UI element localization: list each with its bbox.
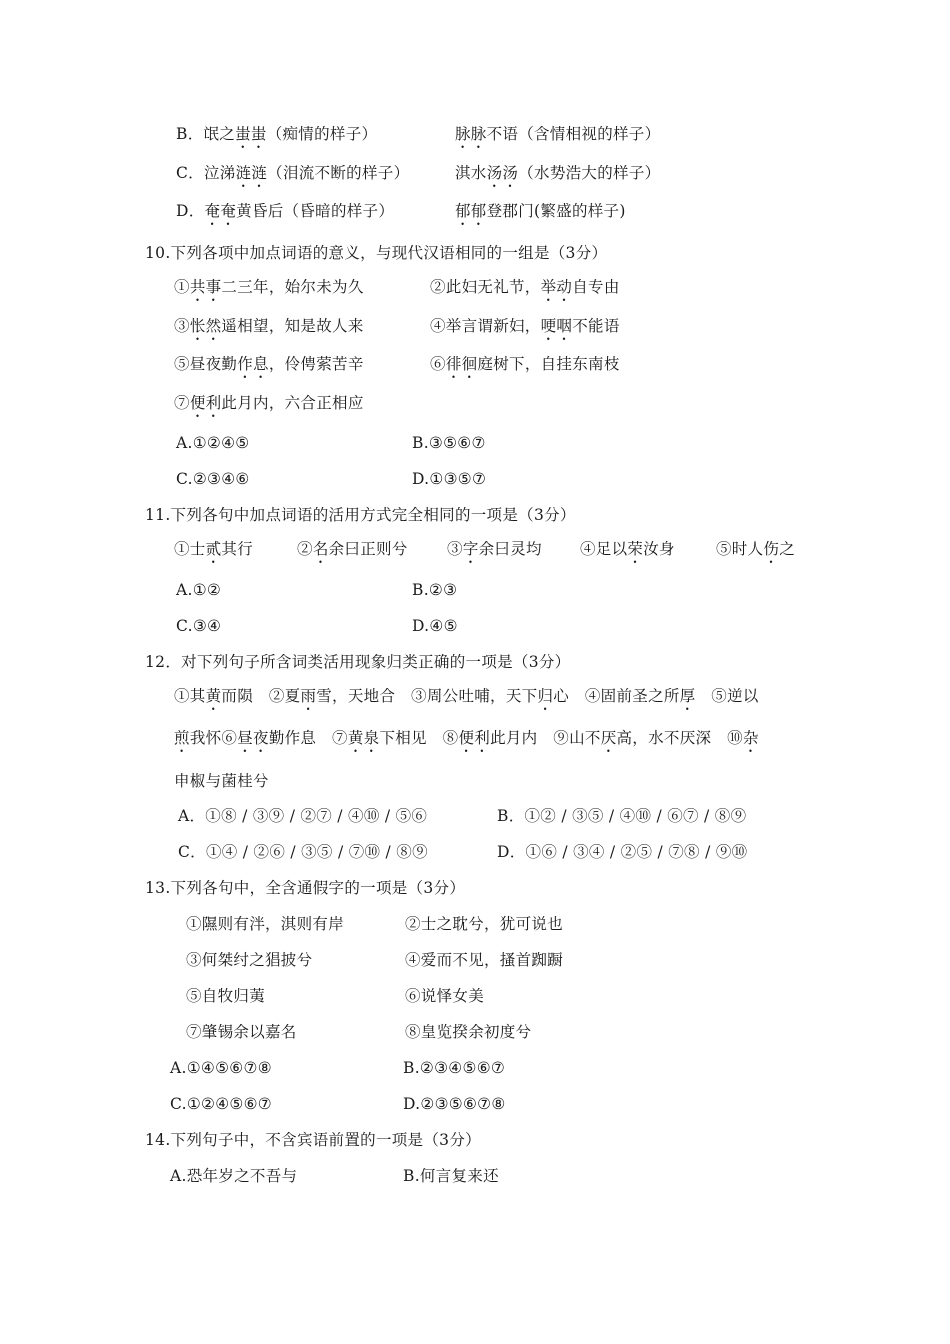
q14-option-a: A.恐年岁之不吾与: [170, 1167, 298, 1185]
q11-option-a: A.①②: [176, 581, 222, 599]
q12-title: 12．对下列句子所含词类活用现象归类正确的一项是（3分）: [145, 653, 571, 671]
q11-title: 11.下列各句中加点词语的活用方式完全相同的一项是（3分）: [145, 506, 576, 524]
q14-option-b: B.何言复来还: [403, 1167, 499, 1185]
q10-item-3: ③怅然遥相望，知是故人来: [174, 317, 364, 335]
q11-item-4: ④足以荣汝身: [580, 540, 675, 558]
q10-item-1: ①共事二三年，始尔未为久: [174, 278, 364, 296]
q10-option-a: A.①②④⑤: [176, 434, 250, 452]
q11-option-b: B.②③: [412, 581, 458, 599]
q10-option-c: C.②③④⑥: [176, 470, 250, 488]
q12-option-b: B．①② / ③⑤ / ④⑩ / ⑥⑦ / ⑧⑨: [497, 807, 747, 825]
q10-option-d: D.①③⑤⑦: [412, 470, 487, 488]
q12-line-3: 申椒与菌桂兮: [174, 772, 269, 790]
q11-item-5: ⑤时人伤之: [716, 540, 796, 558]
q13-item-4: ④爱而不见，搔首踟蹰: [405, 951, 564, 969]
q10-item-2: ②此妇无礼节，举动自专由: [430, 278, 620, 296]
q13-option-d: D.②③⑤⑥⑦⑧: [403, 1095, 506, 1113]
q13-option-b: B.②③④⑤⑥⑦: [403, 1059, 506, 1077]
q13-option-a: A.①④⑤⑥⑦⑧: [170, 1059, 272, 1077]
q13-item-1: ①隰则有泮，淇则有岸: [186, 915, 345, 933]
q13-item-2: ②士之耽兮，犹可说也: [405, 915, 564, 933]
q10-title: 10.下列各项中加点词语的意义，与现代汉语相同的一组是（3分）: [145, 244, 608, 262]
q11-item-3: ③字余曰灵均: [447, 540, 542, 558]
q12-option-a: A．①⑧ / ③⑨ / ②⑦ / ④⑩ / ⑤⑥: [178, 807, 428, 825]
q13-title: 13.下列各句中，全含通假字的一项是（3分）: [145, 879, 466, 897]
q13-item-7: ⑦肇锡余以嘉名: [186, 1023, 297, 1041]
q13-item-5: ⑤自牧归荑: [186, 987, 266, 1005]
q9-option-b-left: B．氓之蚩蚩（痴情的样子）: [176, 125, 378, 143]
q12-option-d: D．①⑥ / ③④ / ②⑤ / ⑦⑧ / ⑨⑩: [497, 843, 748, 861]
q9-option-d-right: 郁郁登郡门(繁盛的样子): [455, 202, 626, 220]
q9-option-c-right: 淇水汤汤（水势浩大的样子）: [455, 164, 661, 182]
q11-option-d: D.④⑤: [412, 617, 458, 635]
q9-option-b-right: 脉脉不语（含情相视的样子）: [455, 125, 661, 143]
q10-item-4: ④举言谓新妇，哽咽不能语: [430, 317, 620, 335]
q10-option-b: B.③⑤⑥⑦: [412, 434, 486, 452]
q10-item-7: ⑦便利此月内，六合正相应: [174, 394, 364, 412]
q11-option-c: C.③④: [176, 617, 222, 635]
q13-option-c: C.①②④⑤⑥⑦: [170, 1095, 273, 1113]
q9-option-d-left: D．奄奄黄昏后（昏暗的样子）: [176, 202, 395, 220]
q10-item-6: ⑥徘徊庭树下，自挂东南枝: [430, 355, 620, 373]
q12-line-1: ①其黄而陨 ②夏雨雪，天地合 ③周公吐哺，天下归心 ④固前圣之所厚 ⑤逆以: [174, 687, 759, 705]
q12-line-2: 煎我怀⑥昼夜勤作息 ⑦黄泉下相见 ⑧便利此月内 ⑨山不厌高，水不厌深 ⑩杂: [174, 729, 759, 747]
q10-item-5: ⑤昼夜勤作息，伶俜萦苦辛: [174, 355, 364, 373]
q13-item-6: ⑥说怿女美: [405, 987, 485, 1005]
q12-option-c: C．①④ / ②⑥ / ③⑤ / ⑦⑩ / ⑧⑨: [178, 843, 428, 861]
q9-option-c-left: C．泣涕涟涟（泪流不断的样子）: [176, 164, 410, 182]
q13-item-3: ③何桀纣之猖披兮: [186, 951, 313, 969]
q14-title: 14.下列句子中，不含宾语前置的一项是（3分）: [145, 1131, 481, 1149]
q11-item-1: ①士贰其行: [174, 540, 254, 558]
q13-item-8: ⑧皇览揆余初度兮: [405, 1023, 532, 1041]
q11-item-2: ②名余曰正则兮: [297, 540, 408, 558]
